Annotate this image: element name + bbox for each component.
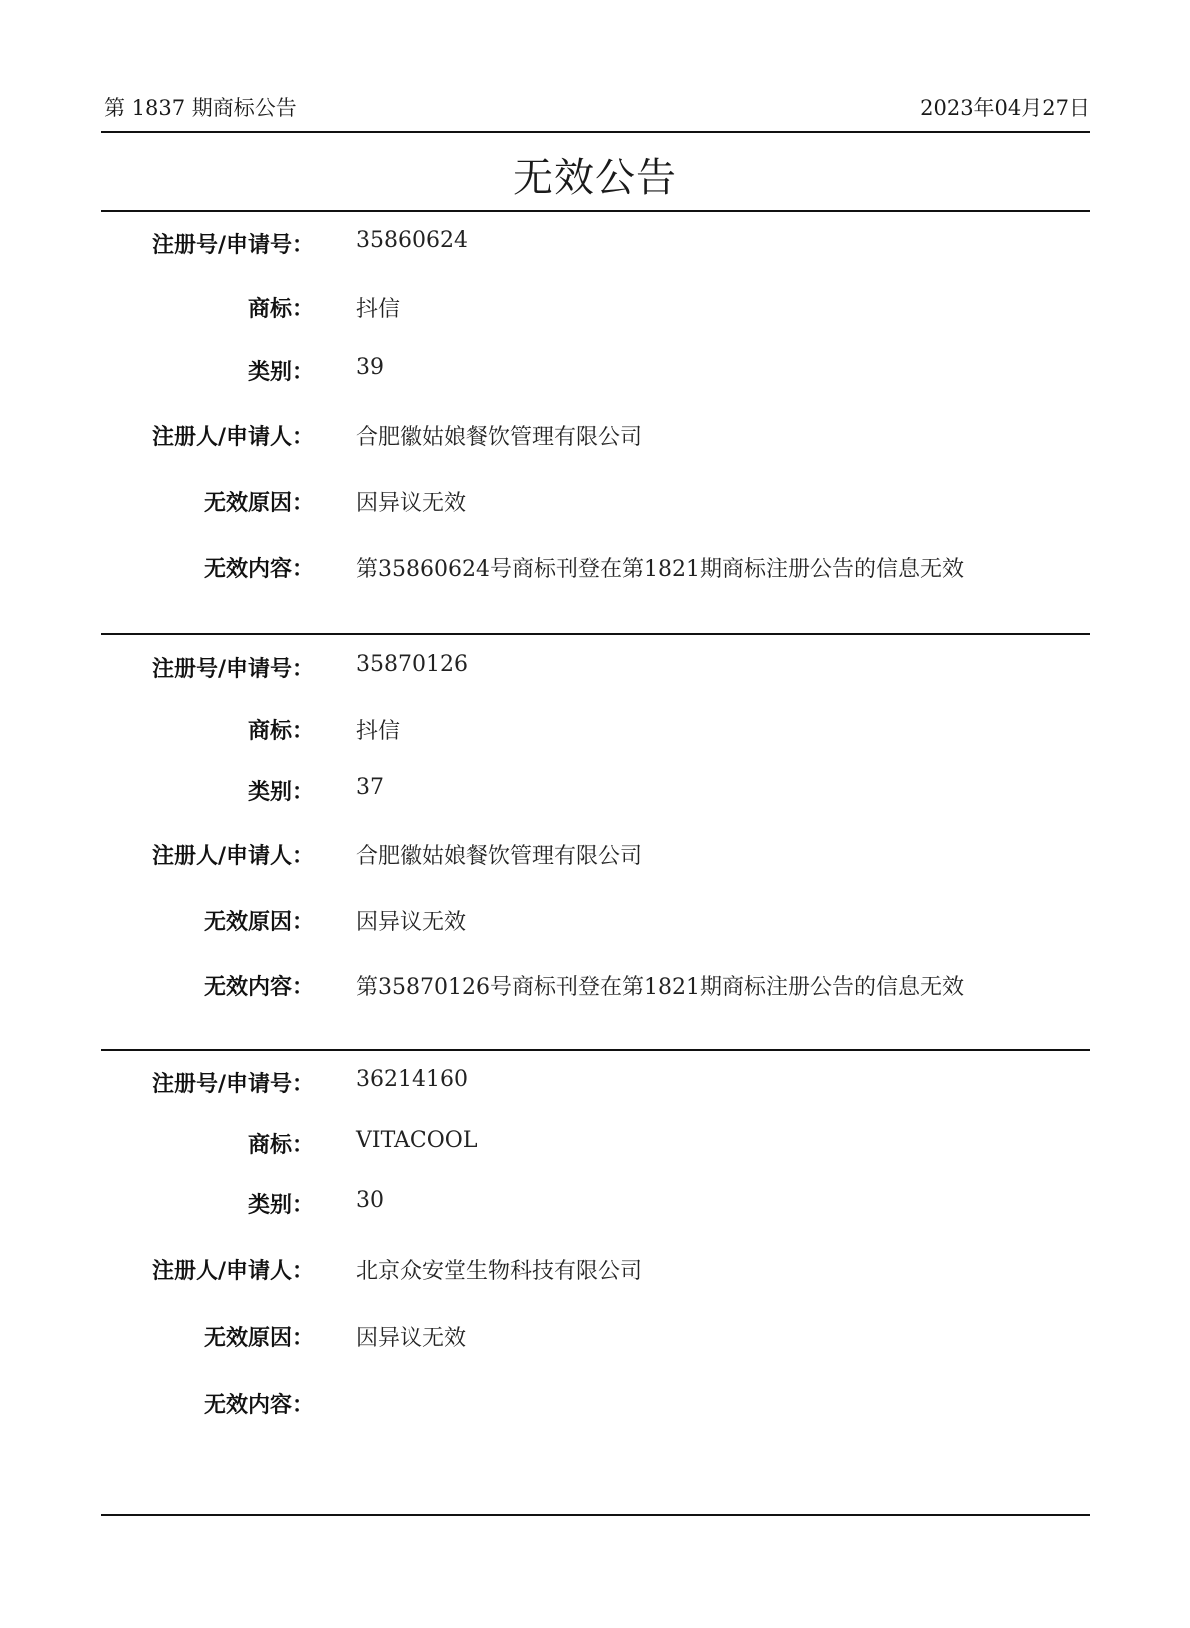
reason-value: 因异议无效 <box>356 491 467 516</box>
reason-value: 因异议无效 <box>356 1326 467 1351</box>
field-registrant <box>0 420 1190 452</box>
content-value: 第35860624号商标刊登在第1821期商标注册公告的信息无效 <box>356 557 964 582</box>
mark-label: 商标： <box>247 719 314 744</box>
field-mark <box>0 1128 1190 1160</box>
field-reg-no <box>0 228 1190 260</box>
registrant-label: 注册人/申请人： <box>151 425 314 450</box>
field-class <box>0 1188 1190 1220</box>
reason-label: 无效原因： <box>203 491 314 516</box>
reason-value: 因异议无效 <box>356 910 467 935</box>
title-divider <box>101 210 1090 212</box>
content-label: 无效内容： <box>203 557 314 582</box>
mark-value: 抖信 <box>356 297 401 322</box>
registrant-label: 注册人/申请人： <box>151 1259 314 1284</box>
field-content <box>0 1388 1190 1420</box>
reg-no-label: 注册号/申请号： <box>151 657 314 682</box>
record-divider <box>101 1049 1090 1051</box>
mark-label: 商标： <box>247 1133 314 1158</box>
page-title: 无效公告 <box>513 155 677 201</box>
issue-number: 第 1837 期商标公告 <box>104 96 297 120</box>
field-reason <box>0 486 1190 518</box>
mark-label: 商标： <box>247 297 314 322</box>
field-content <box>0 970 1190 1002</box>
class-value: 39 <box>356 355 384 380</box>
field-class <box>0 775 1190 807</box>
reason-label: 无效原因： <box>203 1326 314 1351</box>
registrant-value: 北京众安堂生物科技有限公司 <box>356 1259 643 1284</box>
field-class <box>0 355 1190 387</box>
class-value: 30 <box>356 1188 384 1213</box>
issue-date: 2023年04月27日 <box>920 96 1090 120</box>
reg-no-value: 36214160 <box>356 1067 468 1092</box>
content-label: 无效内容： <box>203 1393 314 1418</box>
field-mark <box>0 292 1190 324</box>
class-value: 37 <box>356 775 384 800</box>
reg-no-label: 注册号/申请号： <box>151 1072 314 1097</box>
registrant-value: 合肥徽姑娘餐饮管理有限公司 <box>356 425 643 450</box>
reg-no-label: 注册号/申请号： <box>151 233 314 258</box>
field-reg-no <box>0 1067 1190 1099</box>
content-value: 第35870126号商标刊登在第1821期商标注册公告的信息无效 <box>356 975 964 1000</box>
field-content <box>0 552 1190 584</box>
field-reason <box>0 1321 1190 1353</box>
class-label: 类别： <box>247 360 314 385</box>
field-reg-no <box>0 652 1190 684</box>
mark-value: VITACOOL <box>356 1128 478 1153</box>
class-label: 类别： <box>247 1193 314 1218</box>
reg-no-value: 35870126 <box>356 652 468 677</box>
registrant-value: 合肥徽姑娘餐饮管理有限公司 <box>356 844 643 869</box>
field-mark <box>0 714 1190 746</box>
reason-label: 无效原因： <box>203 910 314 935</box>
class-label: 类别： <box>247 780 314 805</box>
registrant-label: 注册人/申请人： <box>151 844 314 869</box>
header-divider <box>101 131 1090 133</box>
record-divider <box>101 633 1090 635</box>
reg-no-value: 35860624 <box>356 228 468 253</box>
field-reason <box>0 905 1190 937</box>
footer-divider <box>101 1514 1090 1516</box>
mark-value: 抖信 <box>356 719 401 744</box>
field-registrant <box>0 1254 1190 1286</box>
field-registrant <box>0 839 1190 871</box>
page-header <box>104 92 1090 126</box>
content-label: 无效内容： <box>203 975 314 1000</box>
